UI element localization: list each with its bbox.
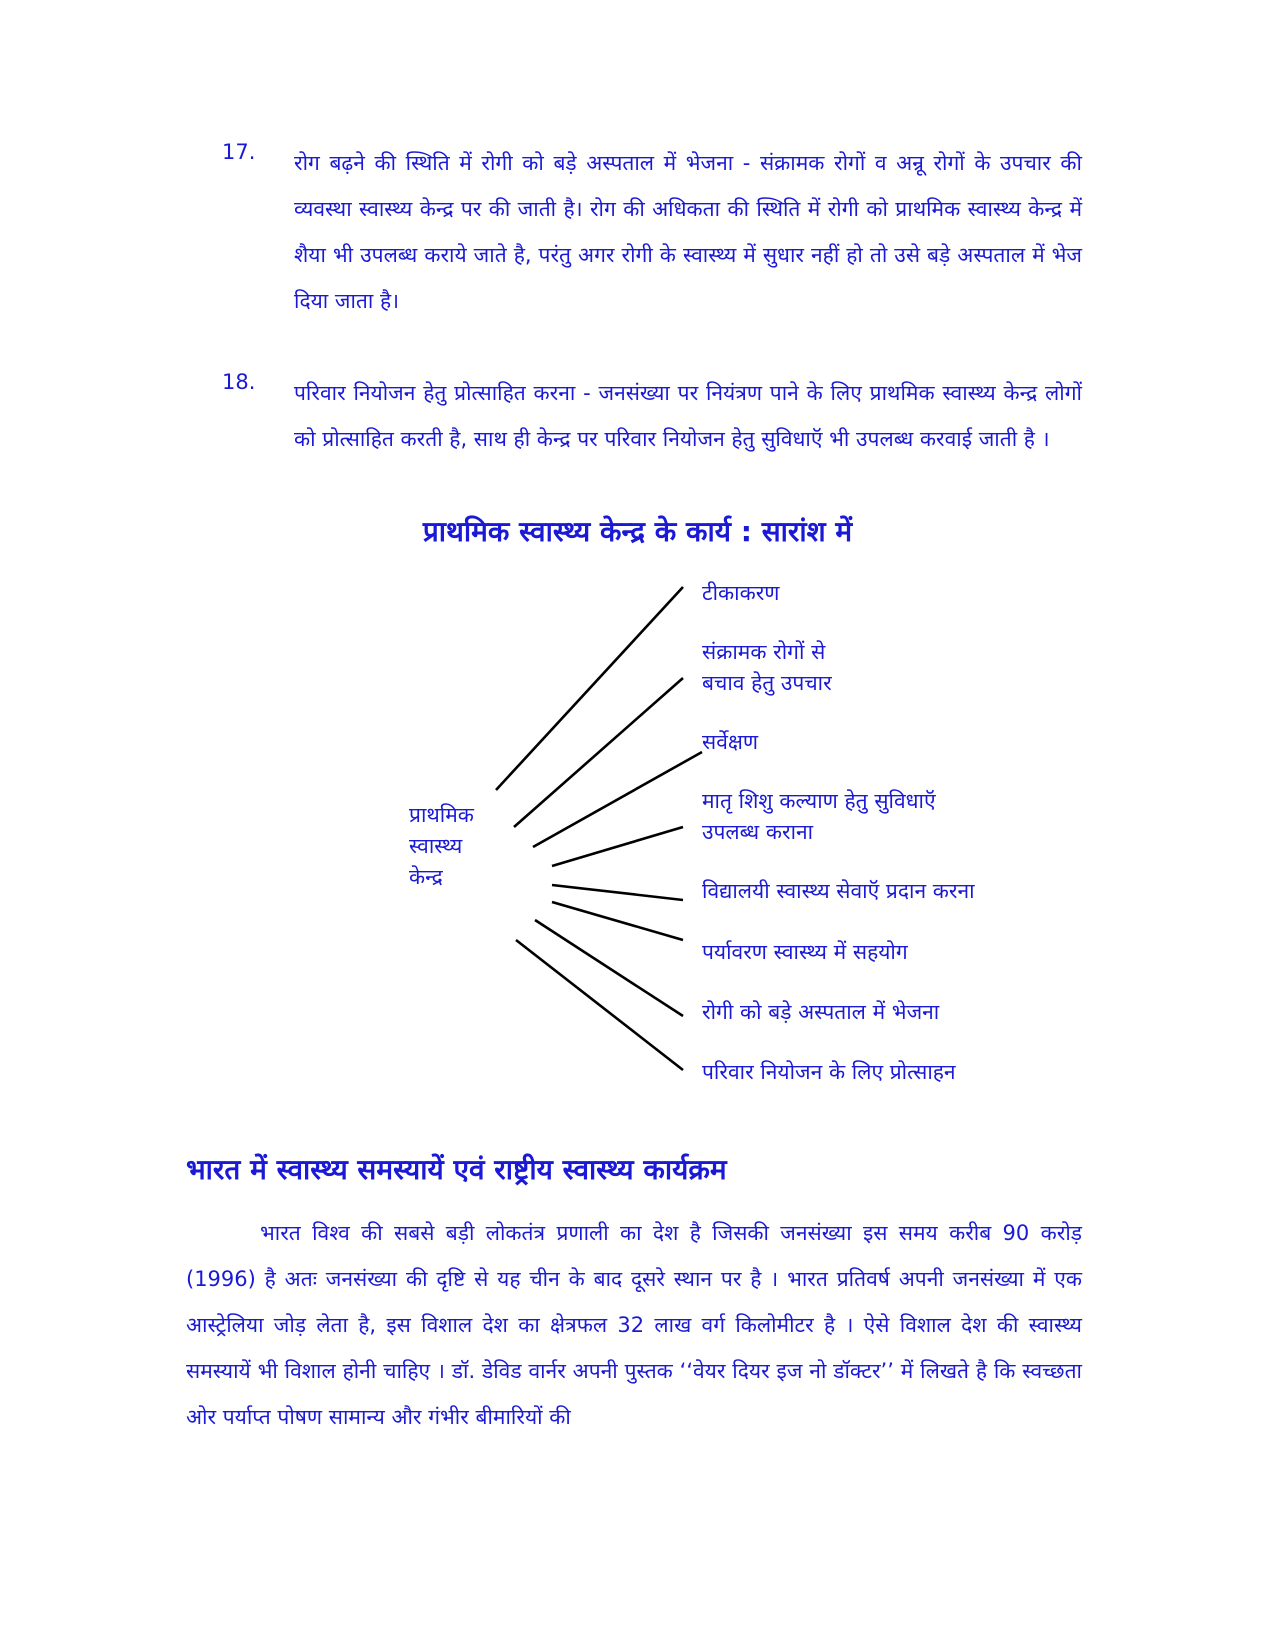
diagram-center-label	[409, 800, 474, 893]
branch-label-2: संक्रामक रोगों से बचाव हेतु उपचार	[702, 640, 832, 695]
body-paragraph: भारत विश्व की सबसे बड़ी लोकतंत्र प्रणाली का देश है जिसकी जनसंख्या इस समय करीब 90 करोड़ (1996) है अतः जनसंख्या की दृष्टि से यह चीन के बाद दूसरे स्थान पर है । भारत प्रतिवर्ष अपनी जनसंख्या में एक आस्ट्रेलिया जोड़ लेता है, इस विशाल देश का क्षेत्रफल 32 लाख वर्ग किलोमीटर है । ऐसे विशाल देश की स्वास्थ्य समस्यायें भी विशाल होनी चाहिए । डॉ. डेविड वार्नर अपनी पुस्तक ‘‘वेयर दियर इज नो डॉक्टर’’ में लिखते है कि स्वच्छता ओर पर्याप्त पोषण सामान्य और गंभीर बीमारियों की	[186, 1221, 1082, 1429]
item-number: 17.	[222, 140, 256, 164]
connector-line-8	[516, 940, 683, 1070]
branch-label-7: रोगी को बड़े अस्पताल में भेजना	[702, 1000, 940, 1024]
branch-label-5: विद्यालयी स्वास्थ्य सेवाऍ प्रदान करना	[702, 879, 975, 903]
center-line: स्वास्थ्य	[409, 834, 463, 858]
branch-label-1: टीकाकरण	[702, 581, 780, 605]
branch-label-4: मातृ शिशु कल्याण हेतु सुविधाऍ उपलब्ध कराना	[702, 789, 936, 844]
list-item-18	[222, 370, 1082, 510]
section-heading: भारत में स्वास्थ्य समस्यायें एवं राष्ट्रीय स्वास्थ्य कार्यक्रम	[186, 1153, 727, 1186]
connector-line-6	[552, 902, 683, 940]
summary-heading: प्राथमिक स्वास्थ्य केन्द्र के कार्य : सारांश में	[422, 515, 853, 548]
item-number: 18.	[222, 370, 256, 394]
center-line: प्राथमिक	[409, 803, 474, 827]
branch-label-3: सर्वेक्षण	[702, 730, 759, 754]
branch-label-8: परिवार नियोजन के लिए प्रोत्साहन	[702, 1060, 956, 1084]
functions-diagram	[0, 580, 1275, 1100]
list-item-17	[222, 140, 1082, 370]
connector-line-5	[552, 885, 683, 900]
connector-line-2	[514, 678, 683, 827]
connector-line-4	[552, 827, 683, 866]
branch-label-6: पर्यावरण स्वास्थ्य में सहयोग	[702, 940, 908, 964]
connector-line-3	[533, 752, 702, 847]
center-line: केन्द्र	[409, 865, 443, 889]
item-text: रोग बढ़ने की स्थिति में रोगी को बड़े अस्पताल में भेजना - संक्रामक रोगों व अन्रू रोगों के उपचार की व्यवस्था स्वास्थ्य केन्द्र पर की जाती है। रोग की अधिकता की स्थिति में रोगी को प्राथमिक स्वास्थ्य केन्द्र में शैया भी उपलब्ध कराये जाते है, परंतु अगर रोगी के स्वास्थ्य में सुधार नहीं हो तो उसे बड़े अस्पताल में भेज दिया जाता है।	[294, 151, 1082, 313]
item-text: परिवार नियोजन हेतु प्रोत्साहित करना - जनसंख्या पर नियंत्रण पाने के लिए प्राथमिक स्वास्थ्य केन्द्र लोगों को प्रोत्साहित करती है, साथ ही केन्द्र पर परिवार नियोजन हेतु सुविधाऍ भी उपलब्ध करवाई जाती है ।	[294, 381, 1082, 451]
